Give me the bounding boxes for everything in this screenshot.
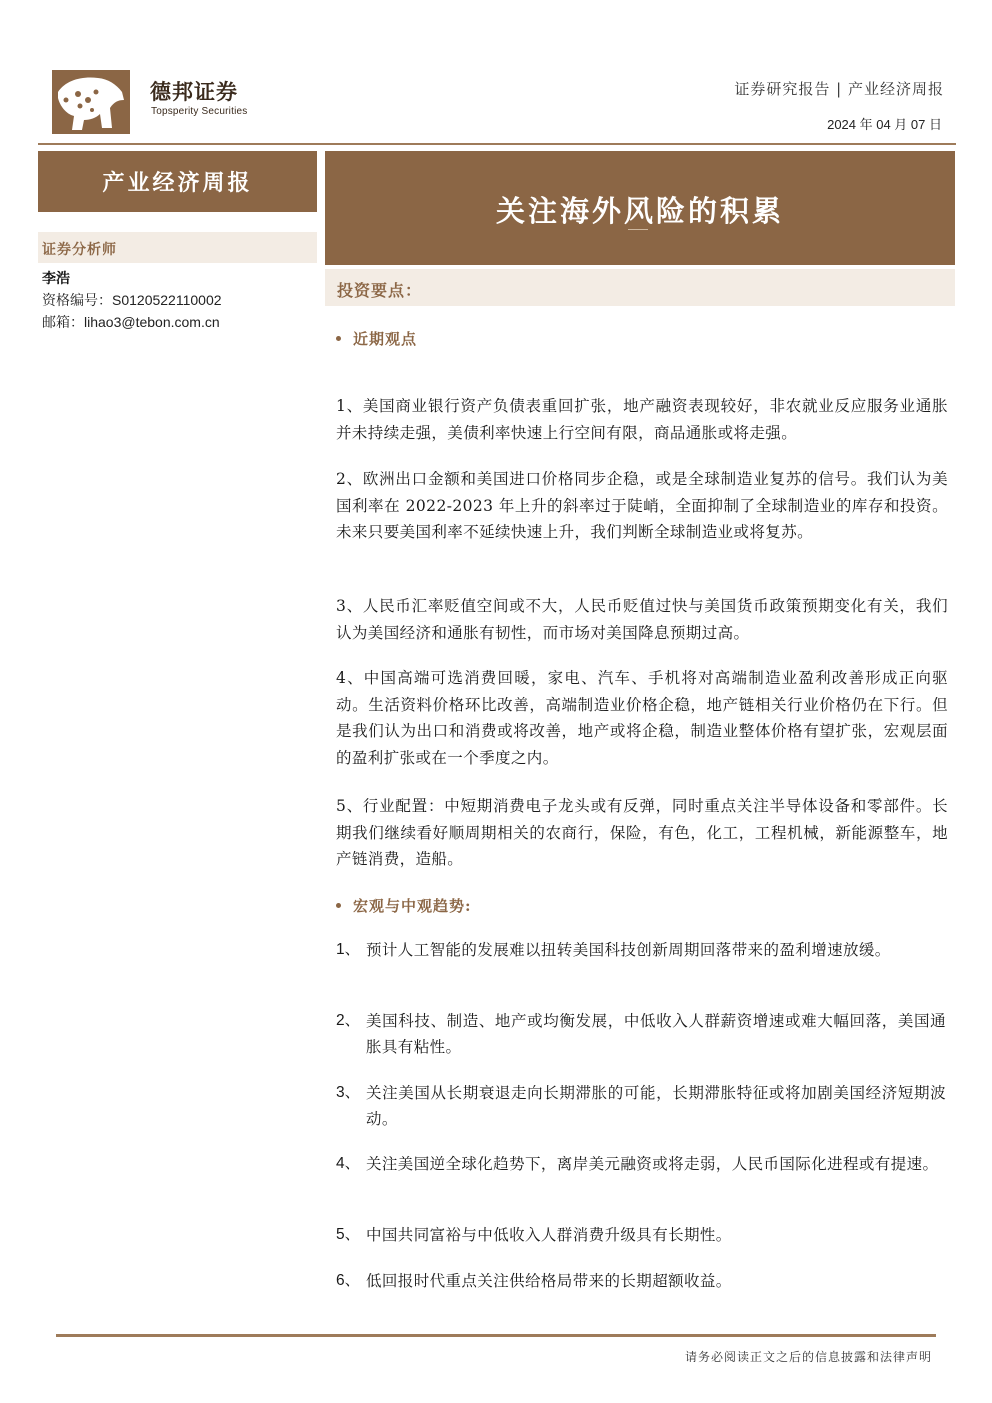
macro-item-4 [336,1151,948,1177]
item-text: 中国共同富裕与中低收入人群消费升级具有长期性。 [366,1226,732,1244]
item-number: 6、 [336,1272,361,1289]
recent-views-label: 近期观点 [353,330,418,348]
macro-trends-heading [336,895,472,916]
report-title: 关注海外风险的积累 [495,194,784,228]
item-number: 4、 [336,1155,361,1172]
macro-item-1 [336,937,948,963]
item-text: 美国科技、制造、地产或均衡发展，中低收入人群薪资增速或难大幅回落，美国通胀具有粘性。 [366,1012,946,1056]
analyst-heading: 证券分析师 [42,242,117,258]
item-text: 关注美国从长期衰退走向长期滞胀的可能，长期滞胀特征或将加剧美国经济短期波动。 [366,1084,946,1128]
bullet-dot-icon [336,336,341,341]
analyst-heading-bar [38,232,317,263]
recent-paragraph-5: 5、行业配置：中短期消费电子龙头或有反弹，同时重点关注半导体设备和零部件。长期我们继续看好顺周期相关的农商行，保险，有色，化工，工程机械，新能源整车，地产链消费，造船。 [336,797,948,868]
brand-logo-icon [52,70,130,134]
title-banner [325,151,955,265]
category-label: 产业经济周报 [102,170,253,196]
analyst-name: 李浩 [42,271,70,287]
bullet-dot-icon [336,903,341,908]
brand-name-cn: 德邦证券 [150,80,238,104]
item-text: 低回报时代重点关注供给格局带来的长期超额收益。 [366,1272,732,1290]
license-label: 资格编号： [42,293,112,309]
header-divider [38,143,956,145]
macro-trends-label: 宏观与中观趋势: [353,897,472,915]
footer-disclaimer[interactable]: 请务必阅读正文之后的信息披露和法律声明 [684,1350,932,1364]
email-label: 邮箱： [42,315,84,331]
category-banner [38,151,317,212]
brand-name-en: Topsperity Securities [151,106,248,117]
macro-item-5 [336,1222,948,1248]
section-heading-bar [325,269,955,306]
item-text: 预计人工智能的发展难以扭转美国科技创新周期回落带来的盈利增速放缓。 [366,941,891,959]
license-value: S0120522110002 [112,292,222,308]
logo-mark [52,70,130,134]
item-number: 1、 [336,941,361,958]
item-number: 3、 [336,1084,361,1101]
macro-item-6 [336,1268,948,1294]
report-type: 证券研究报告 | 产业经济周报 [734,80,944,98]
title-underline [628,229,648,230]
footer-divider [56,1334,936,1337]
recent-paragraph-4: 4、中国高端可选消费回暖，家电、汽车、手机将对高端制造业盈利改善形成正向驱动。生活资料价格环比改善，高端制造业价格企稳，地产链相关行业价格仍在下行。但是我们认为出口和消费或将改善，地产或将企稳，制造业整体价格有望扩张，宏观层面的盈利扩张或在一个季度之内。 [336,669,948,767]
item-number: 2、 [336,1012,361,1029]
analyst-email [42,312,220,332]
item-text: 关注美国逆全球化趋势下，离岸美元融资或将走弱，人民币国际化进程或有提速。 [366,1155,939,1173]
recent-paragraph-2: 2、欧洲出口金额和美国进口价格同步企稳，或是全球制造业复苏的信号。我们认为美国利率在 2022-2023 年上升的斜率过于陡峭，全面抑制了全球制造业的库存和投资。未来只要美国利率不延续快速上升，我们判断全球制造业或将复苏。 [336,470,948,541]
recent-paragraph-3: 3、人民币汇率贬值空间或不大，人民币贬值过快与美国货币政策预期变化有关，我们认为美国经济和通胀有韧性，而市场对美国降息预期过高。 [336,597,948,642]
email-link[interactable]: lihao3@tebon.com.cn [84,314,220,330]
recent-paragraph-1: 1、美国商业银行资产负债表重回扩张，地产融资表现较好，非农就业反应服务业通胀并未持续走强，美债利率快速上行空间有限，商品通胀或将走强。 [336,397,948,442]
macro-item-2 [336,1008,948,1060]
analyst-license [42,290,222,310]
macro-item-3 [336,1080,948,1132]
recent-views-heading [336,328,417,349]
section-heading: 投资要点： [337,281,423,300]
item-number: 5、 [336,1226,361,1243]
report-date: 2024 年 04 月 07 日 [827,117,942,132]
